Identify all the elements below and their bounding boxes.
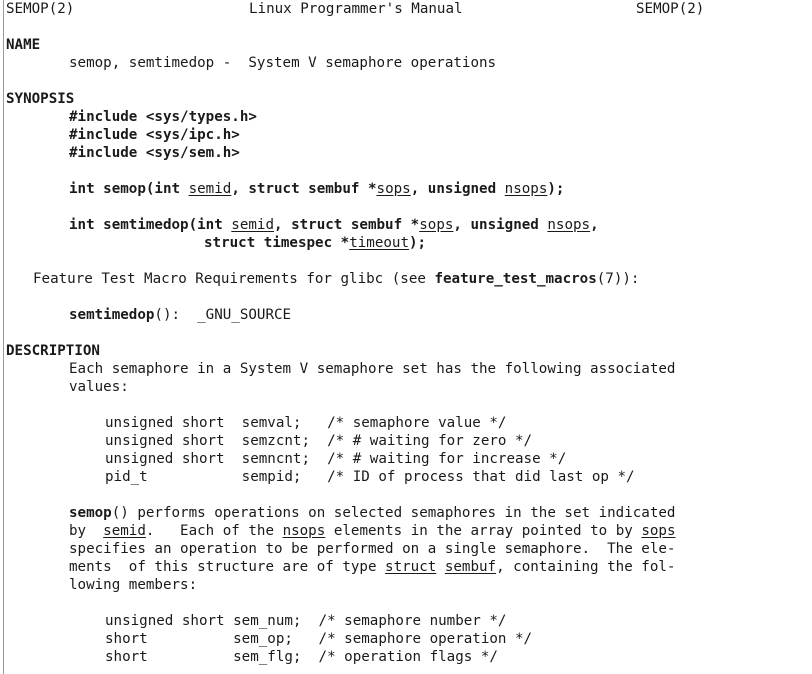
semtimedop-prototype-cont: struct timespec *timeout); (204, 235, 427, 251)
param-sops: sops (376, 181, 411, 197)
description-para-line: lowing members: (69, 577, 198, 593)
sembuf-member-line: unsigned short sem_num; /* semaphore number */ (105, 613, 507, 629)
struct-member-line: pid_t sempid; /* ID of process that did last op */ (105, 469, 635, 485)
man-header-center: Linux Programmer's Manual (249, 1, 463, 17)
struct-member-line: unsigned short semval; /* semaphore value */ (105, 415, 507, 431)
section-heading-name: NAME (6, 37, 41, 53)
ftm-semtimedop-line: semtimedop(): _GNU_SOURCE (69, 307, 292, 323)
description-para-line: ments of this structure are of type struct sembuf, containing the fol- (69, 559, 676, 575)
semtimedop-prototype: int semtimedop(int semid, struct sembuf *sops, unsigned nsops, (69, 217, 599, 233)
struct-member-line: unsigned short semzcnt; /* # waiting for zero */ (105, 433, 533, 449)
description-para-line: values: (69, 379, 129, 395)
name-text: semop, semtimedop - System V semaphore operations (69, 55, 497, 71)
description-para-line: Each semaphore in a System V semaphore set has the following associated (69, 361, 676, 377)
sembuf-member-line: short sem_op; /* semaphore operation */ (105, 631, 533, 647)
include-line: #include <sys/types.h> (69, 109, 257, 125)
description-para-line: semop() performs operations on selected semaphores in the set indicated (69, 505, 676, 521)
include-line: #include <sys/sem.h> (69, 145, 240, 161)
param-nsops: nsops (547, 217, 591, 233)
param-timeout: timeout (349, 235, 410, 251)
semop-prototype: int semop(int semid, struct sembuf *sops, unsigned nsops); (69, 181, 565, 197)
man-header-right: SEMOP(2) (636, 1, 705, 17)
feature-test-macro-line: Feature Test Macro Requirements for glibc (see feature_test_macros(7)): (33, 271, 640, 287)
param-semid: semid (231, 217, 275, 233)
feature-test-macros-ref: feature_test_macros (434, 271, 597, 287)
description-para-line: by semid. Each of the nsops elements in the array pointed to by sops (69, 523, 676, 539)
param-nsops: nsops (504, 181, 548, 197)
section-heading-synopsis: SYNOPSIS (6, 91, 75, 107)
include-line: #include <sys/ipc.h> (69, 127, 240, 143)
window-left-border (3, 0, 4, 674)
section-heading-description: DESCRIPTION (6, 343, 100, 359)
description-para-line: specifies an operation to be performed on a single semaphore. The ele- (69, 541, 676, 557)
sembuf-member-line: short sem_flg; /* operation flags */ (105, 649, 498, 665)
man-header-left: SEMOP(2) (6, 1, 75, 17)
param-sops: sops (419, 217, 454, 233)
struct-member-line: unsigned short semncnt; /* # waiting for increase */ (105, 451, 567, 467)
param-semid: semid (188, 181, 232, 197)
